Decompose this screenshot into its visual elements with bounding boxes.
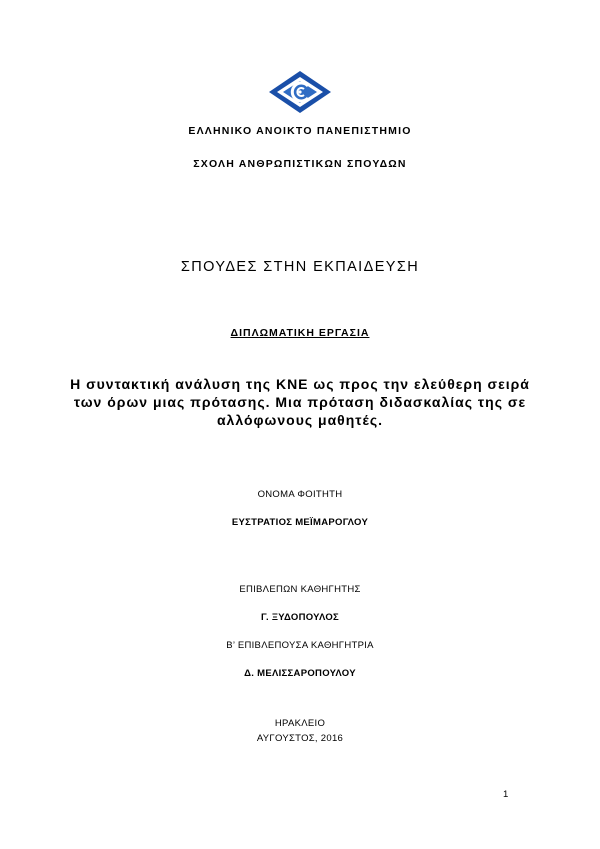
student-name: ΕΥΣΤΡΑΤΙΟΣ ΜΕΪΜΑΡΟΓΛΟΥ [231,517,369,528]
city: ΗΡΑΚΛΕΙΟ [274,718,326,729]
thesis-title-line: των όρων μιας πρότασης. Μια πρόταση διδασκαλίας της σε [73,394,527,410]
date: ΑΥΓΟΥΣΤΟΣ, 2016 [256,733,344,744]
page-number: 1 [503,789,509,800]
supervisor-name: Γ. ΞΥΔΟΠΟΥΛΟΣ [260,612,340,623]
second-supervisor-label: Β’ ΕΠΙΒΛΕΠΟΥΣΑ ΚΑΘΗΓΗΤΡΙΑ [226,640,374,651]
school-name: ΣΧΟΛΗ ΑΝΘΡΩΠΙΣΤΙΚΩΝ ΣΠΟΥΔΩΝ [193,158,407,170]
thesis-title-line: αλλόφωνους μαθητές. [216,412,384,428]
second-supervisor-name: Δ. ΜΕΛΙΣΣΑΡΟΠΟΥΛΟΥ [244,668,356,679]
thesis-title [0,375,600,429]
supervisor-label: ΕΠΙΒΛΕΠΩΝ ΚΑΘΗΓΗΤΗΣ [239,584,361,595]
university-name: ΕΛΛΗΝΙΚΟ ΑΝΟΙΚΤΟ ΠΑΝΕΠΙΣΤΗΜΙΟ [188,125,412,137]
thesis-type: ΔΙΠΛΩΜΑΤΙΚΗ ΕΡΓΑΣΙΑ [230,327,370,339]
student-label: ΟΝΟΜΑ ΦΟΙΤΗΤΗ [257,489,343,500]
thesis-title-line: Η συντακτική ανάλυση της ΚΝΕ ως προς την ελεύθερη σειρά [70,376,530,392]
program-name: ΣΠΟΥΔΕΣ ΣΤΗΝ ΕΚΠΑΙΔΕΥΣΗ [180,259,420,275]
university-logo-icon [268,70,332,114]
